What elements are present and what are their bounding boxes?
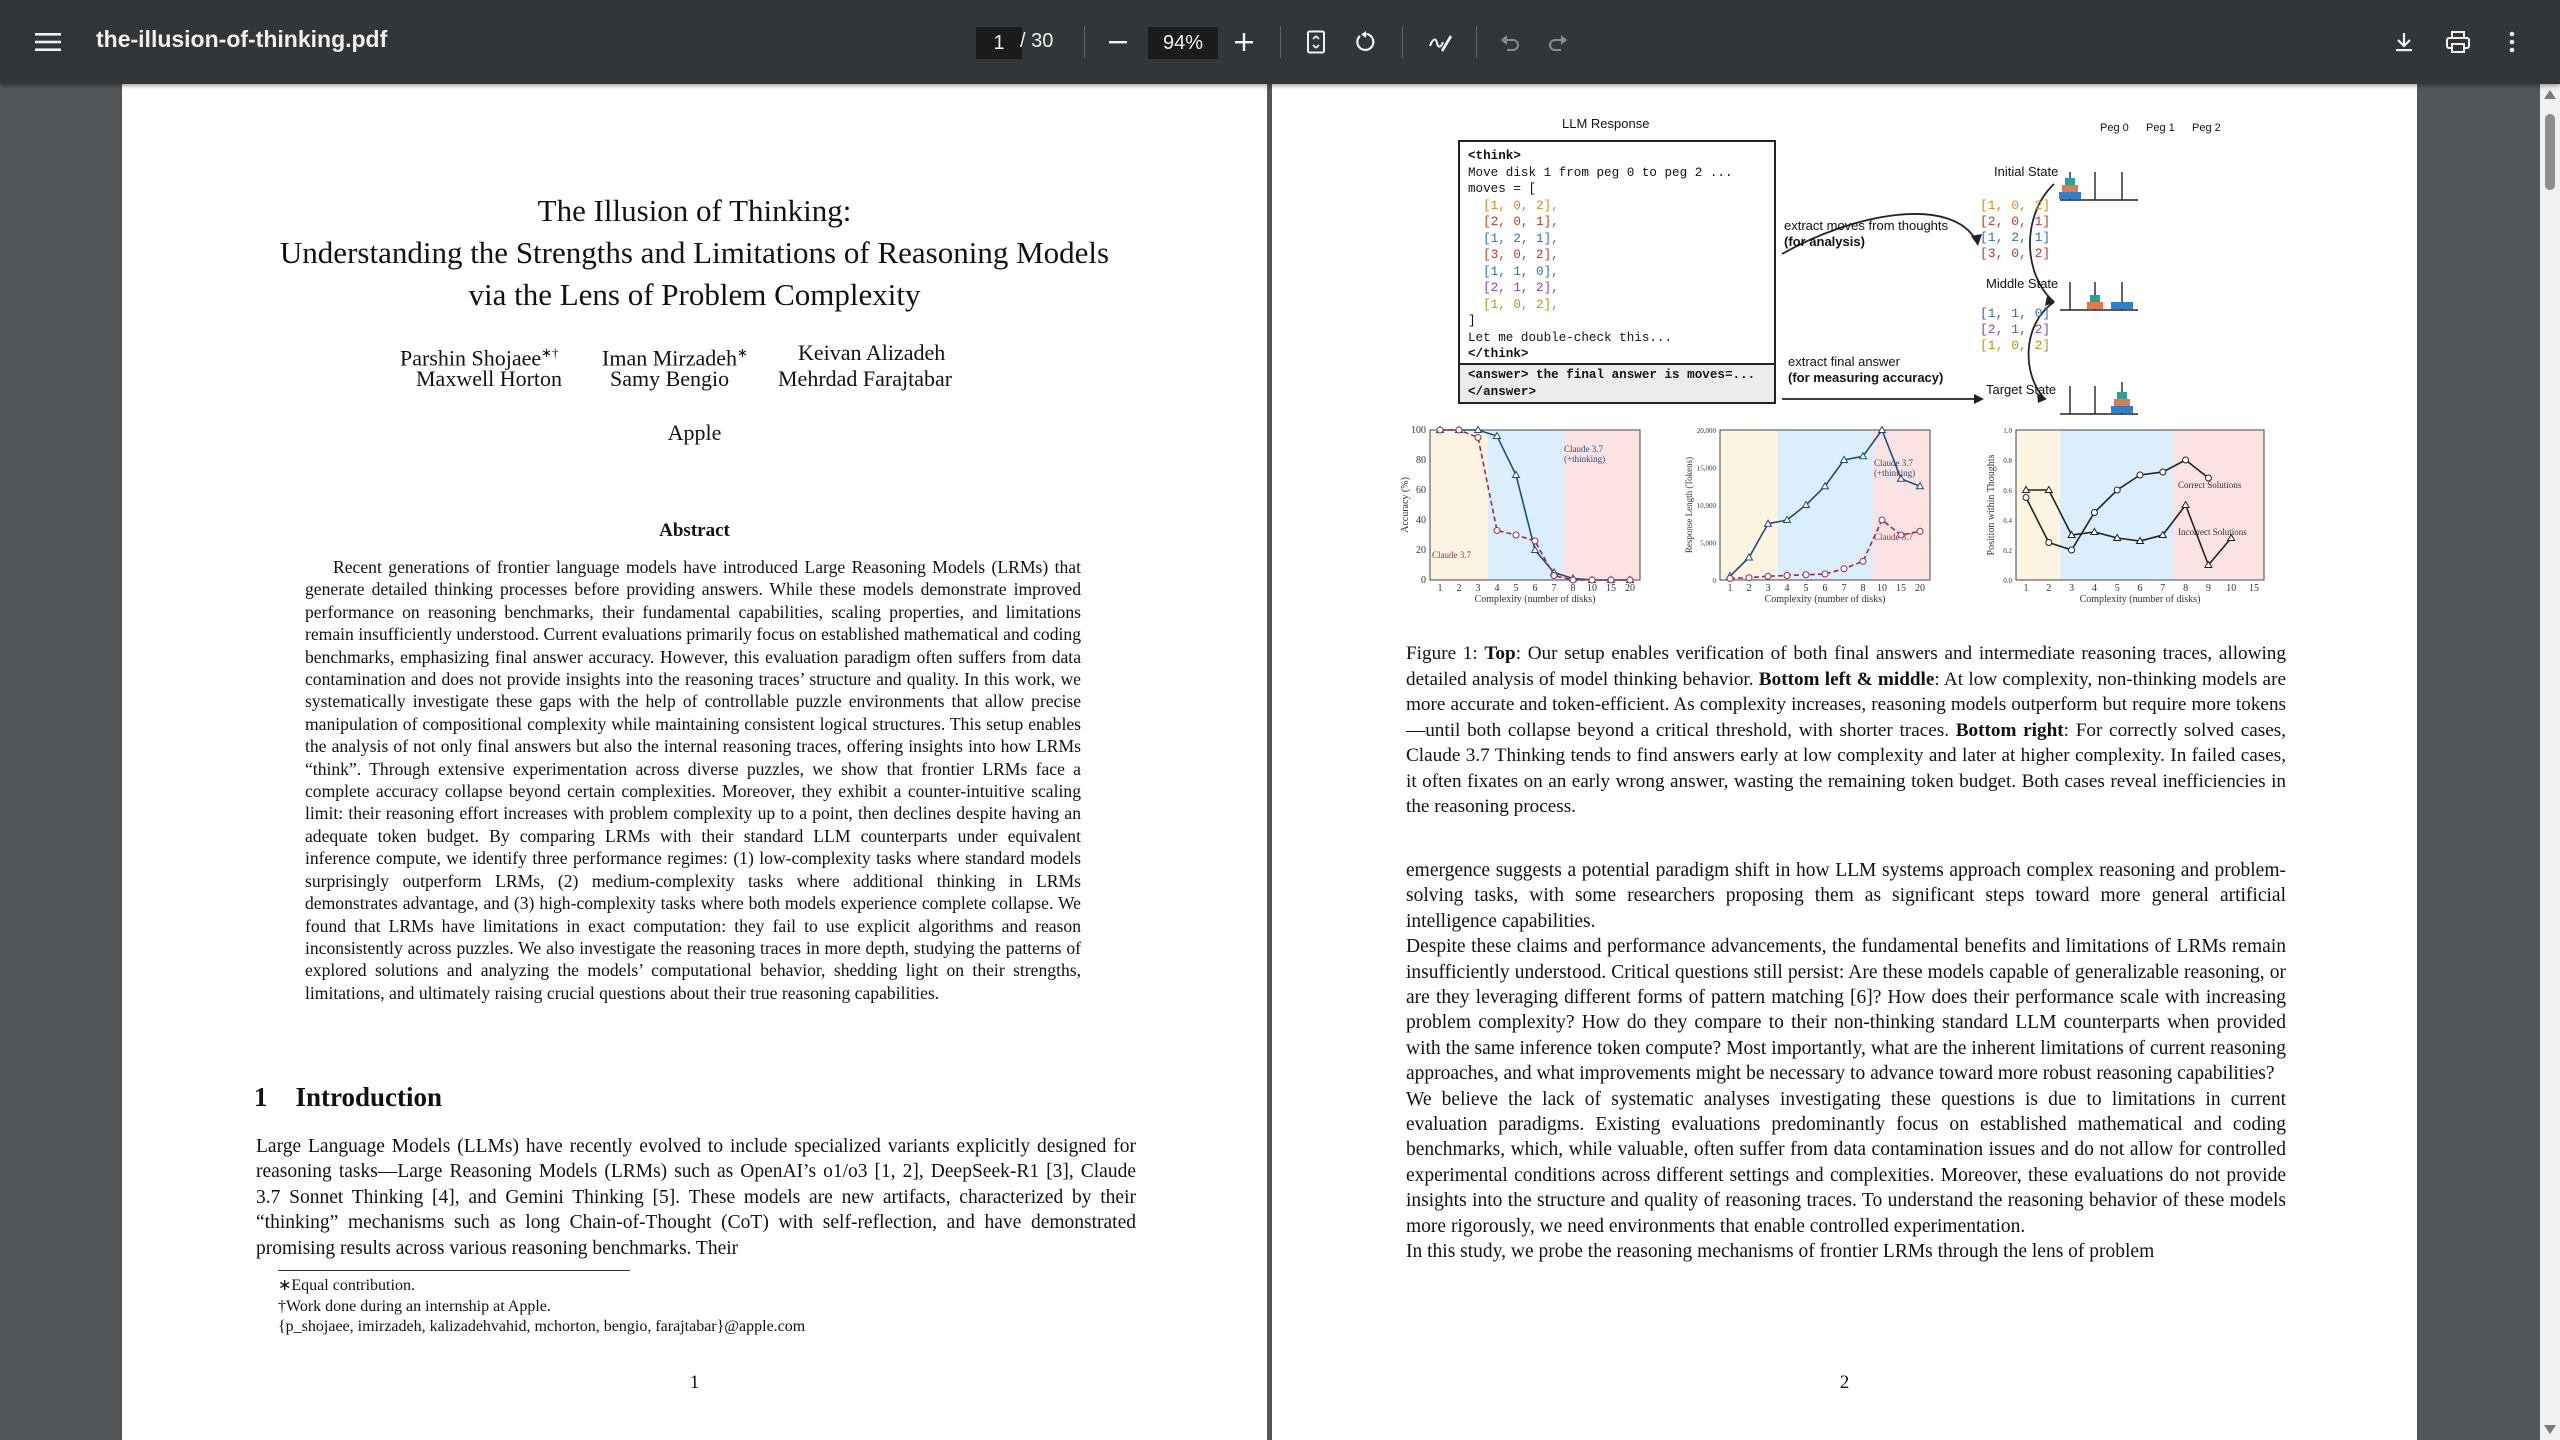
extract-thoughts-label [1784,218,1948,250]
chart-region [1488,430,1564,580]
series-label: Claude 3.7 [1564,444,1603,454]
caption-text: : For correctly solved cases, Claude 3.7 Thinking tends to find answers early at low complexity and later at higher complexity. In failed cases, it often fixates on an early wrong answer, wasting the remaining token budget. Both cases reveal inefficiencies in the reasoning process. [1406,719,2286,817]
moves-list-top [1980,198,2050,262]
undo-icon[interactable] [1486,18,1534,66]
data-point [2023,495,2029,501]
llm-response-box [1458,140,1776,404]
more-options-icon[interactable] [2488,18,2536,66]
data-point [1475,435,1481,441]
data-point [1879,517,1885,523]
caption-text: : Our setup enables verification of both final answers and intermediate reasoning traces, allowing detailed analysis of model thinking behavior. [1406,643,2286,690]
disk-3 [2059,192,2081,199]
code-line: [1, 0, 2], [1468,198,1559,213]
x-tick-label: 7 [2160,583,2166,594]
x-tick-label: 15 [1896,583,1906,594]
x-tick-label: 6 [1532,583,1538,594]
x-tick-label: 10 [2226,583,2237,594]
redo-icon[interactable] [1534,18,1582,66]
zoom-in-icon[interactable] [1220,18,1268,66]
data-point [2069,547,2075,553]
x-tick-label: 10 [1877,583,1887,594]
code-line: [2, 1, 2], [1468,281,1559,295]
pdf-toolbar [0,0,2560,84]
y-axis-label: Position within Thoughts [1986,454,1997,556]
x-tick-label: 1 [2023,583,2029,594]
disk-3 [2111,406,2133,413]
vertical-scrollbar[interactable] [2540,84,2560,1440]
answer-block [1460,363,1774,402]
x-tick-label: 4 [2091,583,2097,594]
peg-label: Peg 2 [2192,122,2221,134]
y-tick-label: 80 [1416,455,1426,466]
disk-1 [2090,295,2100,302]
data-point [2183,457,2189,463]
results-charts [1402,422,2292,622]
x-tick-label: 8 [1860,583,1866,594]
footnote: †Work done during an internship at Apple. [278,1297,551,1315]
code-line: Let me double-check this... [1468,330,1673,345]
x-tick-label: 6 [1822,583,1828,594]
y-tick-label: 0.0 [2003,577,2012,585]
x-tick-label: 7 [1551,583,1557,594]
footnote-emails: {p_shojaee, imirzadeh, kalizadehvahid, mchorton, bengio, farajtabar}@apple.com [278,1318,806,1335]
code-line: </think> [1468,347,1529,361]
y-tick-label: 15,000 [1696,464,1716,473]
author-name: Mehrdad Farajtabar [778,366,953,391]
paper-title-line: Understanding the Strengths and Limitations of Reasoning Models [279,235,1110,270]
x-tick-label: 10 [1587,583,1597,594]
paper-title-line: The Illusion of Thinking: [537,193,852,228]
x-axis-label: Complexity (number of disks) [2079,594,2201,605]
chart-region [2060,430,2174,580]
y-tick-label: 0.6 [2003,487,2012,495]
page-total: / 30 [1020,30,1054,52]
intro-paragraph: Large Language Models (LLMs) have recently evolved to include specialized variants explicitly designed for reasoning tasks—Large Reasoning Models (LRMs) such as OpenAI’s o1/o3 [1, 2], DeepSeek-R1 [3], Claude 3.7 Sonnet Thinking [4], and Gemini Thinking [5]. These models are new artifacts, characterized by their “thinking” mechanisms such as long Chain-of-Thought (CoT) with self-reflection, and have demonstrated promising results across various reasoning benchmarks. Their [256,1136,1136,1259]
series-label: Claude 3.7 [1432,550,1471,560]
code-line: Move disk 1 from peg 0 to peg 2 ... [1468,165,1733,180]
peg-label: Peg 1 [2146,122,2175,134]
x-axis-label: Complexity (number of disks) [1474,594,1596,605]
series-label: Incorrect Solutions [2178,527,2247,537]
footnotes [278,1276,805,1338]
pdf-page-2 [1272,84,2417,1440]
abstract-heading: Abstract [659,520,730,541]
x-tick-label: 5 [1803,583,1809,594]
y-tick-label: 20 [1416,545,1426,556]
arrow-head [1974,394,1984,404]
state-label: Initial State [1994,164,2059,179]
disk-2 [2062,185,2078,192]
x-tick-label: 15 [1606,583,1616,594]
disk-3 [2111,302,2133,309]
y-tick-label: 60 [1416,485,1426,496]
chart-region [2016,430,2060,580]
code-line: <think> [1468,149,1521,163]
code-lines [1468,148,1766,363]
data-point [2160,469,2166,475]
code-line: [3, 0, 2], [1468,248,1559,262]
author-name-text: Parshin Shojaee [400,345,542,371]
y-tick-label: 1.0 [2003,427,2012,435]
page-number-input[interactable] [976,27,1022,59]
data-point [1822,571,1828,577]
x-tick-label: 7 [1841,583,1847,594]
abstract-text: Recent generations of frontier language models have introduced Large Reasoning Models (LRMs) that generate detailed thinking processes before providing answers. While these models demonstrate improved performance on reasoning benchmarks, their fundamental capabilities, scaling properties, and limitations remain insufficiently understood. Current evaluations primarily focus on established mathematical and coding benchmarks, emphasizing final answer accuracy. However, this evaluation paradigm often suffers from data contamination and does not provide insights into the reasoning traces’ structure and quality. In this work, we systematically investigate these gaps with the help of controllable puzzle environments that allow precise manipulation of compositional complexity while maintaining consistent logical structures. This setup enables the analysis of not only final answers but also the internal reasoning traces, offering insights into how LRMs “think”. Through extensive experimentation across diverse puzzles, we show that frontier LRMs face a complete accuracy collapse beyond certain complexities. Moreover, they exhibit a counter-intuitive scaling limit: their reasoning effort increases with problem complexity up to a point, then declines despite having an adequate token budget. By comparing LRMs with their standard LLM counterparts under equivalent inference compute, we identify three performance regimes: (1) low-complexity tasks where standard models surprisingly outperform LRMs, (2) medium-complexity tasks where additional thinking in LRMs demonstrates advantage, and (3) high-complexity tasks where both models experience complete collapse. We found that LRMs have limitations in exact computation: they fail to use explicit algorithms and reason inconsistently across puzzles. We also investigate the reasoning traces in more depth, studying the patterns of explored solutions and analyzing the models’ computational behavior, shedding light on their strengths, limitations, and ultimately raising crucial questions about their true reasoning capabilities. [305,557,1081,1003]
series-label: Correct Solutions [2178,480,2242,490]
code-line: [2, 0, 1], [1468,215,1559,229]
caption-bold: Bottom left & middle [1758,668,1935,690]
answer-line: </answer> [1468,384,1537,399]
data-point [1746,575,1752,581]
series-label: (+thinking) [1874,468,1916,478]
y-axis-label: Accuracy (%) [1400,477,1411,533]
paper-title [122,190,1267,316]
data-point [1513,532,1519,538]
author-name-text: Iman Mirzadeh [602,345,737,371]
code-line: [1, 2, 1], [1468,231,1559,246]
paragraph: Despite these claims and performance advancements, the fundamental benefits and limitations of LRMs remain insufficiently understood. Critical questions still persist: Are these models capable of generalizable reasoning, or are they leveraging different forms of pattern matching [6]? How does their performance scale with increasing problem complexity? How do they compare to their non-thinking standard LLM counterparts when provided with the same inference token compute? Most importantly, what are the inherent limitations of current reasoning approaches, and what improvements might be necessary to advance toward more robust reasoning capabilities? [1406,936,2286,1085]
x-tick-label: 2 [1746,583,1752,594]
move-entry: [3, 0, 2] [1980,246,2051,261]
data-point [1551,573,1557,579]
code-line: [1, 1, 0], [1468,264,1559,279]
x-tick-label: 2 [2046,583,2052,594]
data-point [1589,577,1595,583]
data-point [1841,566,1847,572]
x-tick-label: 9 [2205,583,2211,594]
series-label: (+thinking) [1564,454,1606,464]
disk-2 [2087,302,2103,309]
scroll-up-icon[interactable] [2544,90,2556,99]
move-entry: [1, 1, 0] [1980,306,2051,321]
data-point [1860,558,1866,564]
author-name: Keivan Alizadeh [798,340,946,365]
disk-1 [2065,178,2075,185]
answer-line: <answer> the final answer is moves=... [1468,368,1756,382]
affiliation: Apple [667,420,722,445]
pdf-page-1 [122,84,1267,1440]
move-entry: [2, 1, 2] [1980,322,2051,337]
section-number: 1 [254,1082,268,1112]
footnote-divider [278,1270,630,1271]
y-tick-label: 20,000 [1696,427,1716,435]
data-point [2137,472,2143,478]
x-tick-label: 2 [1456,583,1462,594]
diagram-label: (for measuring accuracy) [1788,370,1944,385]
x-tick-label: 4 [1784,583,1790,594]
toolbar-divider [1280,26,1281,58]
fit-page-icon[interactable] [1292,18,1340,66]
download-icon[interactable] [2380,18,2428,66]
code-line: moves = [ [1468,182,1537,196]
x-tick-label: 8 [2183,583,2189,594]
paragraph: We believe the lack of systematic analyses investigating these questions is due to limitations in current evaluation paradigms. Existing evaluations predominantly focus on established mathematical and coding benchmarks, which, while valuable, often suffer from data contamination issues and do not allow for controlled experimental conditions across different settings and complexities. Moreover, these evaluations do not provide insights into the structure and quality of reasoning traces. To understand the reasoning behavior of these models more rigorously, we need environments that enable controlled experimentation. [1406,1088,2286,1237]
llm-response-label: LLM Response [1562,116,1650,131]
x-tick-label: 1 [1437,583,1443,594]
disk-2 [2114,399,2130,406]
chart-region [1778,430,1873,580]
data-point [1765,573,1771,579]
toolbar-divider [1476,26,1477,58]
footnote: ∗Equal contribution. [278,1277,415,1294]
series-label: Claude 3.7 [1874,532,1913,542]
disk-1 [2117,392,2127,399]
caption-bold: Top [1484,643,1516,664]
y-tick-label: 0 [1712,577,1716,585]
paragraph: In this study, we probe the reasoning mechanisms of frontier LRMs through the lens of problem [1406,1241,2155,1263]
x-axis-label: Complexity (number of disks) [1764,594,1886,605]
data-point [1456,427,1462,433]
zoom-level-input[interactable] [1148,27,1218,59]
y-tick-label: 5,000 [1700,539,1716,548]
data-point [1608,577,1614,583]
state-label: Target State [1986,382,2057,397]
scroll-down-icon[interactable] [2544,1425,2556,1434]
data-point [2091,510,2097,516]
x-tick-label: 3 [2069,583,2075,594]
figure-caption [1406,641,2286,820]
rotate-icon[interactable] [1342,18,1390,66]
author-mark: ∗ [737,345,748,360]
x-tick-label: 1 [1727,583,1733,594]
x-tick-label: 5 [2114,583,2120,594]
toolbar-divider [1402,26,1403,58]
x-tick-label: 20 [1915,583,1925,594]
caption-text: Figure 1: [1406,643,1485,664]
diagram-label: (for analysis) [1784,234,1865,249]
y-tick-label: 10,000 [1696,502,1716,510]
page-number: 1 [689,1372,700,1393]
code-line: [1, 0, 2], [1468,297,1559,312]
y-tick-label: 0 [1421,575,1426,586]
page-number: 2 [1839,1372,1850,1393]
y-tick-label: 0.8 [2003,457,2012,465]
x-tick-label: 3 [1475,583,1481,594]
x-tick-label: 20 [1625,583,1635,594]
data-point [1784,573,1790,579]
data-point [2114,487,2120,493]
data-point [1727,576,1733,582]
data-point [1532,538,1538,544]
section-heading [254,1082,442,1113]
x-tick-label: 15 [2249,583,2259,594]
y-tick-label: 0.4 [2003,517,2012,525]
x-tick-label: 5 [1513,583,1519,594]
y-tick-label: 0.2 [2003,547,2012,555]
x-tick-label: 3 [1765,583,1771,594]
chart-region [1873,430,1931,580]
paper-title-line: via the Lens of Problem Complexity [468,277,921,312]
diagram-label: extract final answer [1788,354,1900,369]
author-name: Maxwell Horton [416,366,563,391]
move-entry: [2, 0, 1] [1980,214,2051,229]
body-text [1406,858,2286,1265]
author-mark: ∗† [541,345,559,360]
data-point [1917,528,1923,534]
hamburger-icon[interactable] [24,18,72,66]
document-title: the-illusion-of-thinking.pdf [96,26,388,52]
series-label: Claude 3.7 [1874,458,1913,468]
code-line: ] [1468,314,1476,328]
move-entry: [1, 0, 2] [1980,338,2051,353]
moves-list-bottom [1980,306,2050,354]
caption-text: : At low complexity, non-thinking models are more accurate and token-efficient. As complexity increases, reasoning models outperform but require more tokens—until both collapse beyond a critical threshold, with shorter traces. [1406,668,2286,741]
data-point [1570,577,1576,583]
data-point [1437,427,1443,433]
peg-label: Peg 0 [2100,122,2129,134]
toolbar-divider [1084,26,1085,58]
x-tick-label: 6 [2137,583,2143,594]
x-tick-label: 8 [1570,583,1576,594]
zoom-out-icon[interactable] [1094,18,1142,66]
scrollbar-thumb[interactable] [2545,114,2555,190]
state-label: Middle State [1986,276,2059,291]
paragraph: emergence suggests a potential paradigm shift in how LLM systems approach complex reasoning and problem-solving tasks, with some researchers proposing them as significant steps toward more general artificial intelligence capabilities. [1406,860,2286,932]
data-point [1627,577,1633,583]
data-point [1803,572,1809,578]
move-entry: [1, 0, 2] [1980,198,2051,213]
author-name: Samy Bengio [610,366,730,391]
draw-annotation-icon[interactable] [1416,18,1464,66]
x-tick-label: 4 [1494,583,1500,594]
y-axis-label: Response Length (Tokens) [1684,456,1694,554]
diagram-label: extract moves from thoughts [1784,218,1949,233]
caption-bold: Bottom right [1955,719,2064,741]
data-point [1494,528,1500,534]
extract-final-label [1788,354,1943,386]
print-icon[interactable] [2434,18,2482,66]
section-title: Introduction [295,1082,443,1112]
y-tick-label: 100 [1411,425,1426,436]
move-entry: [1, 2, 1] [1980,230,2051,245]
data-point [2046,540,2052,546]
y-tick-label: 40 [1416,515,1426,526]
